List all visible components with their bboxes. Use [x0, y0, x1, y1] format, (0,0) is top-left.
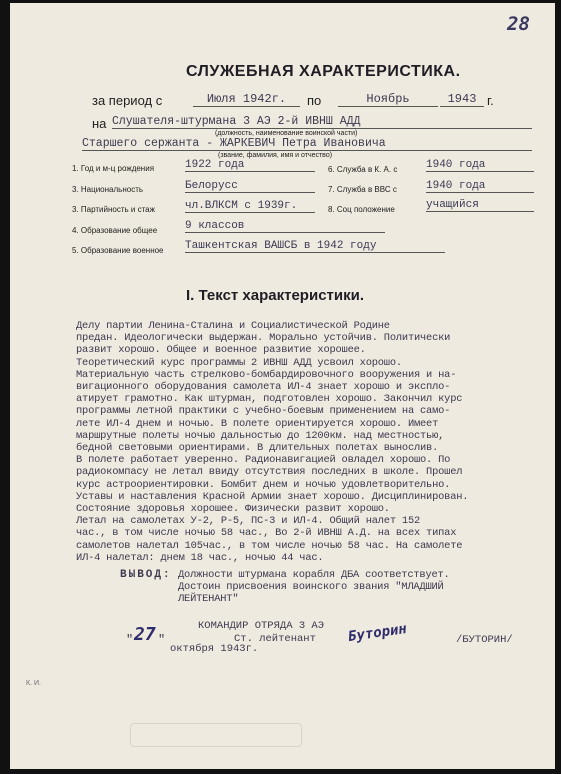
text-line: бедной световыми ориентирами. В длительных полетах вынослив. [76, 442, 439, 455]
period-suffix: г. [487, 93, 494, 108]
document-title: СЛУЖЕБНАЯ ХАРАКТЕРИСТИКА. [186, 63, 461, 80]
field-7-value: 1940 года [426, 180, 534, 193]
text-line: программы летной практики с учебно-боевым применением на само- [76, 405, 451, 418]
text-line: ИЛ-4 налетал: днем 18 час., ночью 44 час. [76, 551, 324, 564]
period-middle: по [307, 93, 322, 108]
text-line: В полете работает уверенно. Радионавигацией овладел хорошо. По [76, 454, 451, 467]
text-line: Летал на самолетах У-2, Р-5, ПС-3 и ИЛ-4. Общий налет 152 [76, 515, 421, 528]
text-line: атирует грамотно. Как штурман, подготовлен хорошо. Закончил курс [76, 393, 463, 406]
commander-name: /БУТОРИН/ [456, 634, 513, 646]
section-title: I. Текст характеристики. [186, 287, 365, 304]
text-line: самолетов налетал 105час., в том числе ночью 58 час. На самолете [76, 539, 463, 552]
period-to: Ноябрь [338, 92, 438, 107]
text-line: маршрутные полеты ночью дальностью до 1200км. над местностью, [76, 429, 445, 442]
commander-title: КОМАНДИР ОТРЯДА 3 АЭ [198, 620, 325, 632]
commander-rank: Ст. лейтенант [234, 633, 316, 645]
text-line: Материальную часть стрелково-бомбардировочного вооружения и на- [76, 368, 457, 381]
text-line: лете ИЛ-4 днем и ночью. В полете ориентируется хорошо. Имеет [76, 417, 439, 430]
text-line: час., в том числе ночью 58 час., Во 2-й ИВНШ А.Д. на всех типах [76, 527, 457, 540]
document-sheet [10, 3, 555, 769]
characteristic-text [76, 320, 551, 564]
text-line: радиокомпасу не летал ввиду отсутствия последних в школе. Прошел [76, 466, 463, 479]
date-close-quote: " [158, 633, 166, 647]
position-caption: (должность, наименование воинской части) [215, 130, 358, 137]
field-3-label: 3. Партийность и стаж [72, 205, 155, 214]
text-line: предан. Идеологически выдержан. Морально устойчив. Политически [76, 332, 451, 345]
on-label: на [92, 116, 107, 131]
signature: Буторин [347, 620, 408, 646]
conclusion-label: ВЫВОД: [120, 569, 172, 581]
conclusion-line: Достоин присвоения воинского звания "МЛАДШИЙ [178, 581, 444, 594]
text-line: вигационного оборудования самолета ИЛ-4 знает хорошо и экспло- [76, 381, 451, 394]
faded-stamp [130, 723, 302, 747]
field-2-value: Белорусс [185, 180, 315, 193]
period-year: 1943 [440, 92, 484, 107]
conclusion-line: Должности штурмана корабля ДБА соответствует. [178, 569, 450, 581]
date-open-quote: " [126, 633, 134, 647]
field-1-value: 1922 года [185, 159, 315, 172]
field-8-label: 8. Соц положение [328, 205, 395, 214]
page-number: 28 [507, 13, 530, 35]
text-line: Делу партии Ленина-Сталина и Социалистической Родине [76, 320, 390, 332]
field-8-value: учащийся [426, 199, 534, 212]
text-line: Теоретический курс программы 2 ИВНШ АДД усвоил хорошо. [76, 356, 402, 369]
text-line: Уставы и наставления Красной Армии знает хорошо. Дисциплинирован. [76, 490, 469, 503]
field-4-label: 4. Образование общее [72, 226, 158, 235]
margin-note: К. И. [26, 680, 41, 687]
field-7-label: 7. Служба в ВВС с [328, 185, 397, 194]
period-prefix: за период с [92, 93, 163, 108]
field-3-value: чл.ВЛКСМ с 1939г. [185, 200, 315, 213]
date-rest: октября 1943г. [170, 643, 259, 655]
period-from: Июля 1942г. [193, 92, 300, 107]
field-5-label: 5. Образование военное [72, 246, 164, 255]
conclusion-line: ЛЕЙТЕНАНТ" [178, 593, 239, 606]
field-2-label: 3. Национальность [72, 185, 144, 194]
field-1-label: 1. Год и м-ц рождения [72, 164, 155, 173]
date-day: 27 [134, 624, 156, 645]
text-line: Состояние здоровья хорошее. Физически развит хорошо. [76, 503, 390, 516]
field-6-label: 6. Служба в К. А. с [328, 165, 398, 174]
name-value: Старшего сержанта - ЖАРКЕВИЧ Петра Ивановича [82, 137, 532, 151]
field-6-value: 1940 года [426, 159, 534, 172]
text-line: развит хорошо. Общее и военное развитие хорошее. [76, 344, 366, 357]
name-caption: (звание, фамилия, имя и отчество) [218, 152, 333, 159]
text-line: курс астроориентировки. Бомбит днем и ночью удовлетворительно. [76, 478, 451, 491]
conclusion-text [178, 569, 450, 606]
position-value: Слушателя-штурмана 3 АЭ 2-й ИВНШ АДД [112, 115, 532, 129]
field-5-value: Ташкентская ВАШСБ в 1942 году [185, 240, 445, 253]
field-4-value: 9 классов [185, 220, 385, 233]
